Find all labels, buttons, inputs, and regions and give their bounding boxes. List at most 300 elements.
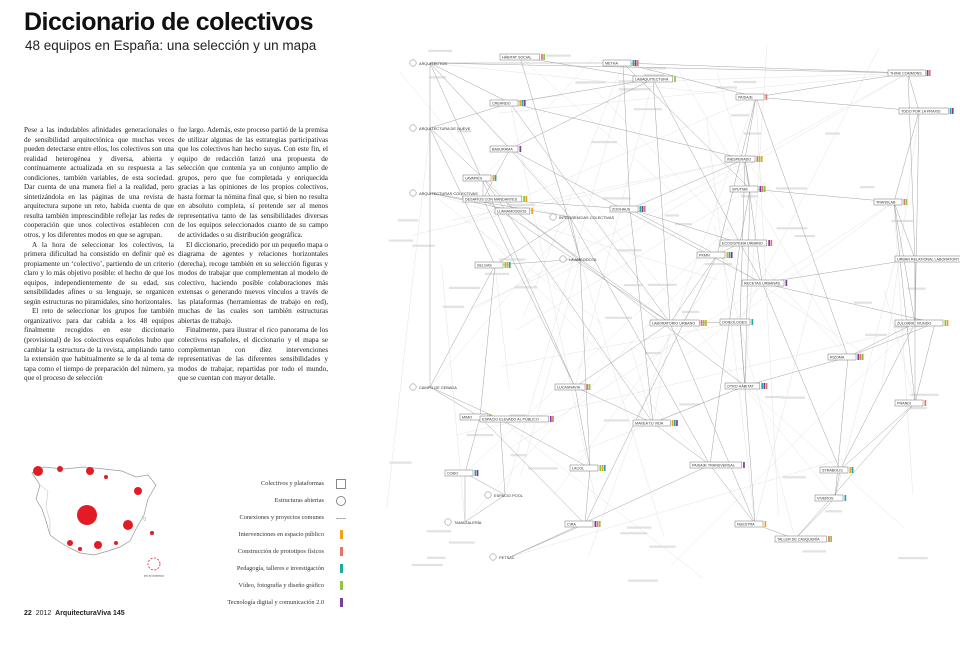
- legend-label: Construcción de prototipos físicos: [237, 548, 324, 555]
- minor-label: [634, 108, 662, 110]
- activity-bar: [950, 108, 952, 114]
- activity-bar: [828, 536, 830, 542]
- legend-label: Vídeo, fotografía y diseño gráfico: [238, 582, 324, 589]
- minor-label: [898, 557, 927, 559]
- node-label: LA AMEGDOTA: [569, 257, 597, 262]
- dotted-circle-icon: [336, 496, 346, 506]
- legend-item: [188, 579, 346, 596]
- minor-label: [802, 550, 826, 552]
- activity-bar: [520, 146, 522, 152]
- node-label: CIRA: [567, 522, 576, 527]
- minor-connection: [387, 128, 430, 509]
- activity-bar: [674, 420, 676, 426]
- paragraph: A la hora de seleccionar los colectivos, la primera dificultad ha consistido en definir qué es propiamente un ‘colectivo’, partiendo de un criterio claro y lo más objetivo posible: el hecho de que los equipos, independientemente de su edad, sus sensibilidades afines o su lenguaje, se organicen según estructuras no piramidales, sino horizontales.: [24, 240, 174, 306]
- network-node: [895, 256, 960, 262]
- legend-label: Intervenciones en espacio público: [238, 531, 324, 538]
- activity-bar: [786, 280, 788, 286]
- minor-label: [412, 564, 443, 566]
- legend-label: Tecnología digital y comunicación 2.0: [227, 599, 324, 606]
- minor-label: [604, 419, 630, 421]
- network-node: [725, 383, 767, 389]
- network-node: [410, 125, 471, 131]
- network-node: [915, 320, 948, 326]
- node-label: ARQUITECTURAS COLECTIVAS: [419, 191, 478, 196]
- network-node: [500, 54, 545, 60]
- color-bar-icon: [340, 598, 343, 607]
- network-node: [736, 94, 767, 100]
- minor-label: [618, 249, 642, 251]
- network-node: [828, 354, 864, 360]
- minor-label: [733, 81, 756, 83]
- connection-line: [745, 189, 750, 386]
- minor-connection: [473, 73, 908, 309]
- minor-label: [783, 476, 806, 478]
- open-structure-icon: [560, 256, 566, 262]
- connection-line: [835, 470, 840, 498]
- network-node: [445, 470, 478, 476]
- node-label: HÁBITAT SOCIAL: [502, 55, 532, 60]
- node-label: COBO: [447, 471, 458, 476]
- activity-bar: [543, 54, 545, 60]
- node-label: RIZOMA: [830, 355, 845, 360]
- activity-bar: [600, 465, 602, 471]
- connection-line: [835, 357, 848, 498]
- connection-line: [840, 403, 915, 470]
- activity-bar: [526, 196, 528, 202]
- network-node: [410, 190, 478, 196]
- activity-bar: [760, 186, 762, 192]
- connection-line: [717, 97, 756, 255]
- legend: [188, 477, 346, 613]
- minor-label: [825, 510, 842, 512]
- network-node: [725, 156, 763, 162]
- activity-bar: [493, 175, 495, 181]
- minor-label: [628, 580, 658, 582]
- network-node: [495, 208, 533, 214]
- node-label: ZULOARK: [897, 321, 915, 326]
- minor-connection: [430, 63, 720, 94]
- node-label: ECOSISTEMA URBANO: [722, 241, 763, 246]
- open-structure-icon: [410, 384, 416, 390]
- node-label: NUESTRA: [737, 522, 755, 527]
- activity-bar: [743, 462, 745, 468]
- node-label: LABORATORIO URBANO: [652, 321, 696, 326]
- node-label: THINK COMMONS: [890, 71, 922, 76]
- network-node: [445, 519, 482, 525]
- minor-label: [605, 317, 632, 319]
- connection-line: [483, 178, 515, 211]
- activity-bar: [927, 70, 929, 76]
- network-node: [490, 554, 515, 560]
- city-circle: [94, 541, 102, 549]
- connection-line: [465, 495, 505, 522]
- city-circle: [114, 541, 118, 545]
- connection-line: [653, 423, 710, 465]
- magazine-name: ArquitecturaViva 145: [55, 610, 125, 617]
- activity-bar: [672, 420, 674, 426]
- city-circle: [78, 547, 82, 551]
- node-label: VIVEROS: [817, 496, 834, 501]
- node-label: INTELIGENCIAS COLECTIVAS: [559, 215, 615, 220]
- legend-item: [188, 562, 346, 579]
- minor-connection: [550, 73, 908, 280]
- activity-bar: [768, 240, 770, 246]
- legend-item: [188, 545, 346, 562]
- legend-item: [188, 596, 346, 613]
- activity-bar: [830, 536, 832, 542]
- minor-connection: [882, 111, 919, 385]
- footer-year: 2012: [35, 610, 52, 617]
- node-label: METHA: [605, 61, 618, 66]
- legend-label: Pedagogía, talleres e investigación: [236, 565, 324, 572]
- color-bar-icon: [340, 530, 343, 539]
- network-node: [650, 320, 707, 326]
- minor-label: [603, 197, 631, 199]
- network-node: [633, 76, 676, 82]
- activity-bar: [845, 495, 847, 501]
- network-node: [480, 416, 554, 422]
- activity-bar: [522, 100, 524, 106]
- activity-bar: [507, 262, 509, 268]
- line-icon: [336, 518, 346, 519]
- connection-line: [575, 387, 653, 423]
- network-node: [888, 70, 931, 76]
- city-circle: [123, 520, 133, 530]
- legend-label: Estructuras abiertas: [274, 497, 324, 504]
- page-title: Diccionario de colectivos: [24, 8, 313, 36]
- minor-connection: [413, 159, 745, 235]
- activity-bar: [761, 156, 763, 162]
- node-label: LLAMAMOSDIOS: [497, 209, 527, 214]
- connection-line: [795, 498, 835, 539]
- paragraph: El diccionario, precedido por un pequeño mapa o diagrama de agentes y relaciones horizontales (derecha), recoge también en su selección figuras y modos de trabajar que complementan al modelo de colectivo, haciendo posible colaboraciones más extensas o generando nuevos vínculos a través de las plataformas (herramientas de trabajo en red), muchas de las cuales son también estructuras abiertas de trabajo.: [178, 240, 328, 325]
- color-bar-icon: [340, 564, 343, 573]
- network-node: [560, 256, 597, 262]
- activity-bar: [637, 60, 639, 66]
- minor-label: [485, 273, 509, 275]
- network-node: [720, 240, 772, 246]
- node-label: TODO POR LA PRAXIS: [901, 109, 941, 114]
- minor-label: [528, 467, 557, 469]
- activity-bar: [509, 262, 511, 268]
- network-node: [735, 521, 766, 527]
- abroad-circle: [148, 558, 160, 570]
- activity-bar: [604, 465, 606, 471]
- network-node: [490, 100, 526, 106]
- connection-line: [483, 199, 575, 387]
- activity-bar: [765, 521, 767, 527]
- node-label: SELGAS: [477, 263, 492, 268]
- minor-label: [428, 50, 452, 52]
- open-structure-icon: [410, 60, 416, 66]
- node-label: CREANDO: [492, 101, 511, 106]
- open-structure-icon: [485, 492, 491, 498]
- connection-line: [510, 103, 745, 159]
- minor-connection: [755, 269, 818, 524]
- connection-line: [580, 259, 590, 468]
- network-node: [874, 199, 907, 205]
- minor-connection: [430, 63, 648, 295]
- network-node: [610, 206, 646, 212]
- connection-line: [430, 103, 510, 128]
- city-circle: [150, 531, 154, 535]
- node-label: ARQUITECTURA DE NUEVE: [419, 126, 471, 131]
- activity-bar: [850, 467, 852, 473]
- activity-bar: [762, 186, 764, 192]
- minor-label: [449, 287, 480, 289]
- activity-bar: [602, 465, 604, 471]
- page-number: 22: [24, 610, 32, 617]
- paragraph: fue largo. Además, este proceso partió de la premisa de utilizar algunas de las estrategias participativas que los colectivos han hecho suyas. Con este fin, el equipo de redacción lanzó una propuesta de selección que contenía ya un conjunto amplio de grupos, pero que fue completada y enriquecida gracias a las opiniones de los propios colectivos, hasta formar la nómina final que, si bien no resulta en absoluto completa, sí pretende ser al menos representativa tanto de las sensibilidades diversas de los equipos seleccionados cuanto de su campo de actividades o su distribución geográfica.: [178, 126, 328, 240]
- color-bar-icon: [340, 581, 343, 590]
- minor-label: [860, 186, 874, 188]
- activity-bar: [729, 252, 731, 258]
- city-circle: [104, 475, 108, 479]
- node-label: MIMO: [462, 415, 473, 420]
- connection-line: [762, 283, 840, 470]
- node-label: LABAQUITECTURA: [635, 77, 669, 82]
- open-structure-icon: [410, 190, 416, 196]
- network-node: [899, 108, 954, 114]
- spain-map: [24, 455, 164, 580]
- node-label: TALLER DE CASQUERÍA: [777, 537, 820, 542]
- minor-connection: [510, 459, 843, 557]
- activity-bar: [766, 94, 768, 100]
- activity-bar: [761, 383, 763, 389]
- activity-bar: [550, 416, 552, 422]
- minor-label: [907, 288, 925, 290]
- minor-label: [765, 396, 784, 398]
- minor-label: [648, 284, 677, 286]
- activity-bar: [644, 206, 646, 212]
- activity-bar: [925, 400, 927, 406]
- minor-connection: [495, 265, 509, 390]
- legend-label: Conexiones y proyectos comunes: [239, 514, 324, 521]
- minor-label: [619, 88, 651, 90]
- activity-bar: [477, 470, 479, 476]
- activity-bar: [633, 60, 635, 66]
- connection-line: [653, 79, 670, 323]
- connection-line: [630, 159, 745, 209]
- minor-label: [389, 462, 411, 464]
- node-label: PAISAJE: [738, 95, 753, 100]
- network-node: [895, 400, 926, 406]
- network-node: [730, 186, 766, 192]
- connection-line: [575, 323, 670, 387]
- activity-bar: [852, 467, 854, 473]
- connection-line: [623, 63, 630, 209]
- minor-connection: [505, 86, 623, 495]
- node-label: INESPERADO: [727, 157, 752, 162]
- node-label: RECETAS URBANAS: [744, 281, 780, 286]
- activity-bar: [764, 186, 766, 192]
- connection-line: [465, 417, 480, 473]
- activity-bar: [860, 354, 862, 360]
- connection-line: [630, 209, 653, 423]
- minor-connection: [442, 265, 465, 522]
- connection-line: [915, 111, 919, 323]
- connection-line: [848, 323, 935, 357]
- color-bar-icon: [340, 547, 343, 556]
- city-circle: [57, 466, 63, 472]
- connection-line: [430, 63, 575, 387]
- activity-bar: [523, 196, 525, 202]
- minor-label: [510, 454, 526, 456]
- node-label: PKMN: [699, 253, 710, 258]
- activity-bar: [952, 108, 954, 114]
- minor-label: [825, 132, 840, 134]
- network-node: [742, 280, 787, 286]
- minor-label: [781, 397, 805, 399]
- node-label: TRANSLAB: [876, 200, 896, 205]
- activity-bar: [929, 70, 931, 76]
- node-label: STRABOLIS: [822, 468, 843, 473]
- node-label: PRANDI: [897, 401, 911, 406]
- minor-label: [854, 302, 872, 304]
- abroad-label: en el exterior: [143, 574, 165, 578]
- activity-bar: [727, 252, 729, 258]
- activity-bar: [676, 420, 678, 426]
- activity-bar: [771, 240, 773, 246]
- minor-connection: [717, 255, 868, 356]
- activity-bar: [862, 354, 864, 360]
- connection-line: [710, 243, 740, 465]
- activity-bar: [764, 383, 766, 389]
- legend-item: [188, 477, 346, 494]
- minor-label: [744, 132, 762, 134]
- open-structure-icon: [550, 214, 556, 220]
- connection-line: [848, 323, 915, 357]
- node-label: ZOOHAUS: [612, 207, 631, 212]
- network-node: [410, 384, 457, 390]
- minor-connection: [580, 259, 664, 537]
- minor-label: [675, 223, 692, 225]
- minor-label: [591, 141, 617, 143]
- minor-label: [665, 214, 679, 216]
- minor-connection: [745, 386, 904, 528]
- connection-line: [575, 387, 590, 468]
- node-label: URBAN RELATIONAL LABORATORY: [897, 257, 960, 262]
- article-column-1: [24, 126, 174, 384]
- activity-bar: [731, 252, 733, 258]
- network-node: [690, 462, 745, 468]
- node-label: N'UNDO: [917, 321, 932, 326]
- connection-line: [745, 357, 848, 386]
- activity-bar: [520, 100, 522, 106]
- node-label: PETSAC: [499, 555, 515, 560]
- activity-bar: [906, 199, 908, 205]
- connection-line: [756, 73, 908, 97]
- activity-bar: [597, 521, 599, 527]
- minor-connection: [554, 243, 740, 495]
- city-circle: [134, 487, 142, 495]
- connection-line: [483, 149, 510, 199]
- activity-bar: [595, 521, 597, 527]
- minor-label: [398, 219, 418, 221]
- open-structure-icon: [490, 554, 496, 560]
- connection-line: [908, 73, 915, 259]
- minor-connection: [631, 348, 653, 423]
- network-node: [555, 384, 590, 390]
- minor-connection: [464, 97, 756, 222]
- node-label: LUCASNAVIA: [557, 385, 581, 390]
- minor-label: [546, 55, 571, 57]
- activity-bar: [674, 76, 676, 82]
- connection-line: [430, 265, 495, 387]
- minor-connection: [500, 419, 703, 578]
- city-circle: [67, 540, 73, 546]
- network-node: [820, 467, 853, 473]
- network-node: [720, 319, 753, 325]
- paragraph: Finalmente, para ilustrar el rico panorama de los colectivos españoles, el diccionario y el mapa se complementan con diez intervenciones representativas de las diferentes sensibilidades y modos de trabajar, repartidas por todo el mundo, que se cuentan con mayor detalle.: [178, 326, 328, 383]
- legend-label: Colectivos y plataformas: [261, 480, 324, 487]
- minor-label: [467, 434, 494, 436]
- connection-line: [510, 79, 653, 149]
- activity-bar: [475, 470, 477, 476]
- activity-bar: [531, 208, 533, 214]
- node-label: ESPACIO POOL: [494, 493, 523, 498]
- activity-bar: [541, 54, 543, 60]
- city-circle: [86, 467, 94, 475]
- minor-label: [620, 532, 647, 534]
- activity-bar: [642, 206, 644, 212]
- activity-bar: [524, 100, 526, 106]
- minor-label: [427, 557, 445, 559]
- node-label: MAKEA TU VIDA: [635, 421, 664, 426]
- paragraph: El reto de seleccionar los grupos fue también organizativo: para dar cabida a los 48 equipos finalmente recogidos en este diccionario (provisional) de los colectivos españoles hubo que cambiar la estructura de la revista, ampliando tanto la extensión que habitualmente se le da al tema de tapa como el tiempo de preparación del número, ya que el proceso de selección: [24, 307, 174, 383]
- minor-connection: [499, 73, 908, 113]
- minor-label: [776, 187, 807, 189]
- square-icon: [336, 479, 346, 489]
- node-label: TAMAGALERÍA: [454, 520, 482, 525]
- network-diagram: [375, 18, 960, 618]
- connection-line: [510, 465, 710, 557]
- node-label: SPUTNIK: [732, 187, 748, 192]
- network-node: [565, 521, 601, 527]
- network-node: [475, 262, 511, 268]
- activity-bar: [495, 175, 497, 181]
- network-node: [550, 214, 615, 220]
- legend-item: [188, 528, 346, 545]
- article-column-2: [178, 126, 328, 384]
- minor-label: [427, 530, 452, 532]
- activity-bar: [701, 320, 703, 326]
- minor-label: [443, 306, 464, 308]
- connection-line: [515, 211, 745, 386]
- node-label: LAVAPIÉS: [465, 176, 483, 181]
- network-node: [463, 196, 527, 202]
- node-label: LACOL: [572, 466, 585, 471]
- minor-connection: [510, 103, 596, 501]
- minor-connection: [575, 90, 650, 387]
- connection-line: [465, 473, 505, 495]
- minor-label: [412, 245, 434, 247]
- connection-line: [894, 111, 919, 202]
- connection-line: [745, 159, 762, 283]
- activity-bar: [947, 320, 949, 326]
- legend-item: [188, 511, 346, 528]
- node-label: BASURAMA: [492, 147, 513, 152]
- open-structure-icon: [410, 125, 416, 131]
- connection-line: [915, 323, 935, 403]
- minor-label: [644, 74, 664, 76]
- activity-bar: [587, 384, 589, 390]
- node-label: ESPACIO ELEVADO AL PÚBLICO: [482, 417, 539, 422]
- node-label: CAMPO DE CEBADA: [419, 385, 457, 390]
- network-node: [410, 60, 448, 66]
- connection-line: [908, 73, 919, 111]
- minor-label: [682, 311, 699, 313]
